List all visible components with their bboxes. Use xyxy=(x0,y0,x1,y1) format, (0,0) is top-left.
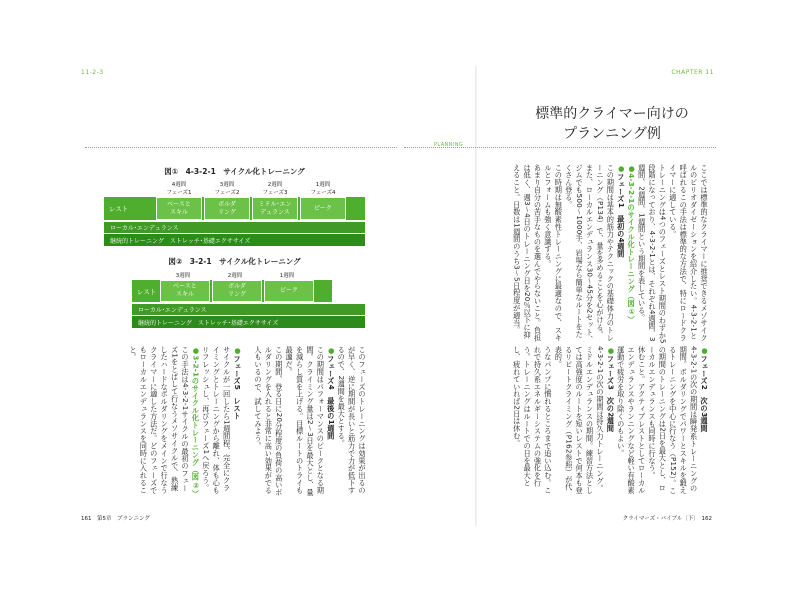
fig2-band-local-endurance: ローカル･エンデュランス xyxy=(132,304,365,315)
fig2-box-base-skill: ベースと スキル xyxy=(160,280,210,302)
left-heading-phase4: フェーズ4 最後の1週間 xyxy=(326,355,336,440)
fig1-phase-3: フェーズ3 xyxy=(262,190,288,196)
right-body-text-lower xyxy=(469,346,709,498)
title-line-2: プランニング例 xyxy=(563,126,661,142)
right-paragraph-7: 休むこと。アクティブレストとしてローカルエンデュランスやランニングなど軽い有酸素運動で疲労を取り除くのもよい。 xyxy=(616,346,647,494)
left-paragraph-1: このフェーズのトレーニングは効果が出るのが早く、逆に期間が長いと筋力で力が低下するので、2週間を最大とする。 xyxy=(337,346,367,494)
bullet-icon: ● xyxy=(233,346,242,356)
chapter-label: CHAPTER 11 xyxy=(671,69,714,76)
fig1-phase-2: フェーズ2 xyxy=(214,190,240,196)
right-paragraph-1: ここでは標準的なクライマーに推奨できるメゾサイクルのピリオダイゼーションを紹介したい。4-3-2-1と呼ばれるこの手法は標準的な方法で、特にロードクライマーに適している。 xyxy=(668,164,709,342)
fig1-phase-4: フェーズ4 xyxy=(310,190,336,196)
fig2-week-2: 2週間 xyxy=(227,273,243,279)
right-heading-4321: 4-3-2-1のサイクル化トレーニング（図①） xyxy=(627,173,637,324)
bullet-icon: ● xyxy=(627,164,637,174)
right-paragraph-2: トレーニングは4つのフェーズとレスト期間のわずか5段階になっており、4-3-2-1とは、それぞれ4週間、3週間、2週間、1週間という期間を表している。 xyxy=(637,164,668,344)
fig2-box-bouldering: ボルダ リング xyxy=(212,280,262,302)
left-body-text xyxy=(247,346,367,498)
fig1-week-3: 2週間 xyxy=(267,182,283,188)
fig2-box-peak: ピーク xyxy=(264,280,314,302)
figure-1 xyxy=(104,166,365,256)
right-heading-phase3: フェーズ3 次の2週間 xyxy=(606,355,616,433)
right-heading-phase2: フェーズ2 次の3週間 xyxy=(700,355,709,433)
fig2-week-1: 3週間 xyxy=(175,273,191,279)
bullet-icon: ● xyxy=(616,164,626,174)
dotted-rule-right xyxy=(404,147,716,148)
left-paragraph-3: この期間、登る日に20分程度の負荷の高いボルダリングを入れると非常に高い効果がでる人もいるので、試してみよう。 xyxy=(253,346,284,497)
fig2-band-continuous: 継続的トレーニング ストレッチ･基礎エクササイズ xyxy=(132,316,365,328)
right-paragraph-4: この時期は無酸素性トレーニングに最適なので、スキルとフォームも強く意識する。 xyxy=(543,164,564,342)
left-heading-321: 3-2-1のサイクル化トレーニング（図②） xyxy=(191,355,201,498)
page-footer-left: 161 第5章 プランニング xyxy=(81,516,150,522)
fig1-box-peak: ピーク xyxy=(300,197,346,220)
book-spread xyxy=(77,66,720,526)
fig1-week-1: 4週間 xyxy=(171,182,187,188)
page-title xyxy=(507,104,717,144)
fig1-box-bouldering: ボルダ リング xyxy=(204,197,250,220)
figure-2 xyxy=(104,256,365,336)
fig2-week-3: 1週間 xyxy=(279,273,295,279)
bullet-icon: ● xyxy=(606,346,616,356)
fig1-box-base-skill: ベースと スキル xyxy=(156,197,202,220)
fig2-rest-label: レスト xyxy=(137,287,157,296)
fig1-box-middle-endurance: ミドル･エン デュランス xyxy=(252,197,298,220)
fig1-week-2: 3週間 xyxy=(219,182,235,188)
fig1-phase-1: フェーズ1 xyxy=(166,190,192,196)
left-paragraph-4: サイクルが一回したら1週間程、完全にクライミングとトレーニングから離れ、体も心もリフレッシュし、再びフェーズ1へ戻ろう。 xyxy=(201,346,232,494)
right-body-text-upper xyxy=(469,164,709,344)
bullet-icon: ● xyxy=(326,346,336,356)
left-paragraph-5: この手法は4-3-2-1サイクルの最初のフェーズ1をとばして行なうメソサイクルで、熟練したハードなボルダリングをメインで行なうクライマーに適した方法だ。どのフェーズでもローカルエンデュランスを同時に入れること。 xyxy=(128,346,190,494)
fig1-band-continuous: 継続的トレーニング ストレッチ･基礎エクササイズ xyxy=(104,234,365,246)
right-paragraph-5: あまり自分の苦手なものを選んでやらないこと。負担は低く、週3〜4日のトレーニング日を20％以下に抑えること。日数は1週間のうち3〜5日程度が適当。 xyxy=(512,164,543,342)
right-paragraph-6: 4-3-2-1の次の期間は瞬発系トレーニングの期間。ボルダリングでパワーとスキルを鍛えるトレーニングを中心に行なう（P152）。この期間のトレーニングは2日を最大とし、ローカルエンデュランスも同時に行なう。 xyxy=(647,346,699,495)
right-paragraph-8: 4-3-2-1の次の期間は持久力トレーニング。ミドルエンデュランスの期間。練習方法としては高強度のルートを短いレストで何本も登るリピートクライミング（P162参照）が代表的。 xyxy=(554,346,605,494)
section-number: 11-2-3 xyxy=(81,69,104,76)
fig1-week-4: 1週間 xyxy=(315,182,331,188)
title-line-1: 標準的クライマー向けの xyxy=(535,106,689,122)
figure-2-title: 図② 3-2-1 サイクル化トレーニング xyxy=(168,257,301,266)
bullet-icon: ● xyxy=(700,346,709,356)
section-label: PLANNING xyxy=(434,142,464,148)
fig1-band-local-endurance: ローカル･エンデュランス xyxy=(104,222,365,233)
left-paragraph-2: この期間はパフォーマンスのピークとなる期間。クライミング量は2〜3日を最大とし、量を減らし質を上げる。目標ルートのトライも最適だ。 xyxy=(285,346,326,497)
dotted-rule-left xyxy=(85,147,397,148)
page-footer-right: クライマーズ・バイブル〔下〕 162 xyxy=(622,516,712,522)
right-paragraph-3: この期間は基本的筋力やテクニックの基礎体力のトレーニング（P134）で、量を多めることを心がける。また、ローカルエンデュランス30〜45分を2セット、ジムでも500〜1000手、岩場なら簡単なルートをたくさん登る。 xyxy=(564,164,616,344)
fig1-rest-label: レスト xyxy=(109,205,129,213)
figure-1-title: 図① 4-3-2-1 サイクル化トレーニング xyxy=(164,167,305,176)
left-body-text-2 xyxy=(97,346,242,498)
right-paragraph-9: うなパンプに慣れるところまで追い込む。これで持久系エネルギーシステムの強化を行う。トレーニングはルートでの日を最大とし、疲れていれば2日は休む。 xyxy=(512,346,553,494)
left-heading-phase5: フェーズ5 レスト xyxy=(233,355,242,420)
right-heading-phase1: フェーズ1 最初の4週間 xyxy=(616,173,626,258)
bullet-icon: ● xyxy=(191,346,201,356)
